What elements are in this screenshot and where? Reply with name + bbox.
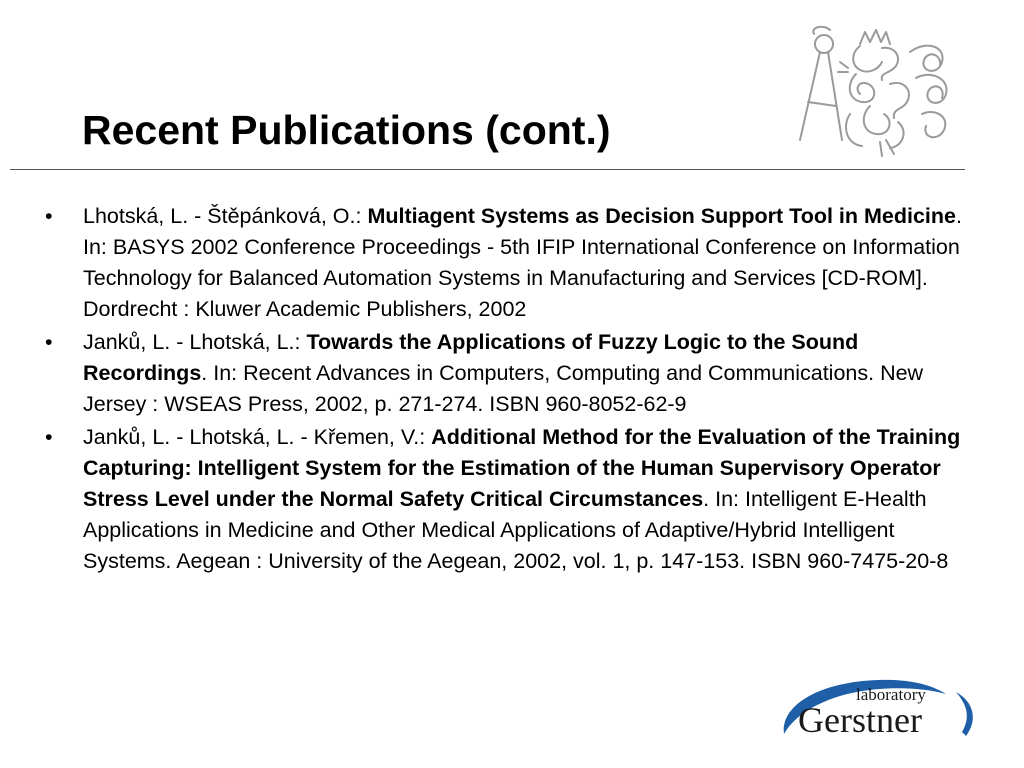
slide-title: Recent Publications (cont.) [82, 107, 611, 153]
publication-details: . In: Intelligent E-Health Applications in Medicine and Other Medical Applications of Adaptive/Hybrid Intelligent Systems. Aegean : University of the Aegean, 2002, vol. 1, p. 147-153. ISBN 960-7475-20-8 [83, 487, 949, 573]
publication-details: . In: Recent Advances in Computers, Computing and Communications. New Jersey : WSEAS Press, 2002, p. 271-274. ISBN 960-8052-62-9 [83, 361, 924, 416]
publication-details: . In: BASYS 2002 Conference Proceedings - 5th IFIP International Conference on Information Technology for Balanced Automation Systems in Manufacturing and Services [CD-ROM]. Dordrecht : Kluwer Academic Publishers, 2002 [83, 204, 962, 321]
logo-gerstner-text: Gerstner [798, 700, 922, 740]
logo-laboratory-text: laboratory [856, 685, 926, 704]
title-divider [10, 169, 965, 170]
publication-list [45, 201, 985, 579]
publication-authors: Lhotská, L. - Štěpánková, O.: [83, 204, 368, 228]
logo-swoosh-tail [956, 692, 973, 736]
gerstner-laboratory-logo [778, 676, 988, 756]
lion-crest-logo [790, 22, 960, 160]
publication-authors: Janků, L. - Lhotská, L.: [83, 330, 307, 354]
publication-item [45, 201, 985, 325]
publication-title: Towards the Applications of Fuzzy Logic to the Sound Recordings [83, 330, 859, 385]
bullet-glyph: • [45, 330, 53, 354]
bullet-glyph: • [45, 204, 53, 228]
publication-item [45, 327, 985, 420]
publication-authors: Janků, L. - Lhotská, L. - Křemen, V.: [83, 425, 432, 449]
publication-item [45, 422, 985, 577]
publication-title: Multiagent Systems as Decision Support Tool in Medicine [367, 204, 956, 228]
publication-title: Additional Method for the Evaluation of the Training Capturing: Intelligent System for the Estimation of the Human Supervisory Operator Stress Level under the Normal Safety Critical Circumstances [83, 425, 961, 511]
bullet-glyph: • [45, 425, 53, 449]
